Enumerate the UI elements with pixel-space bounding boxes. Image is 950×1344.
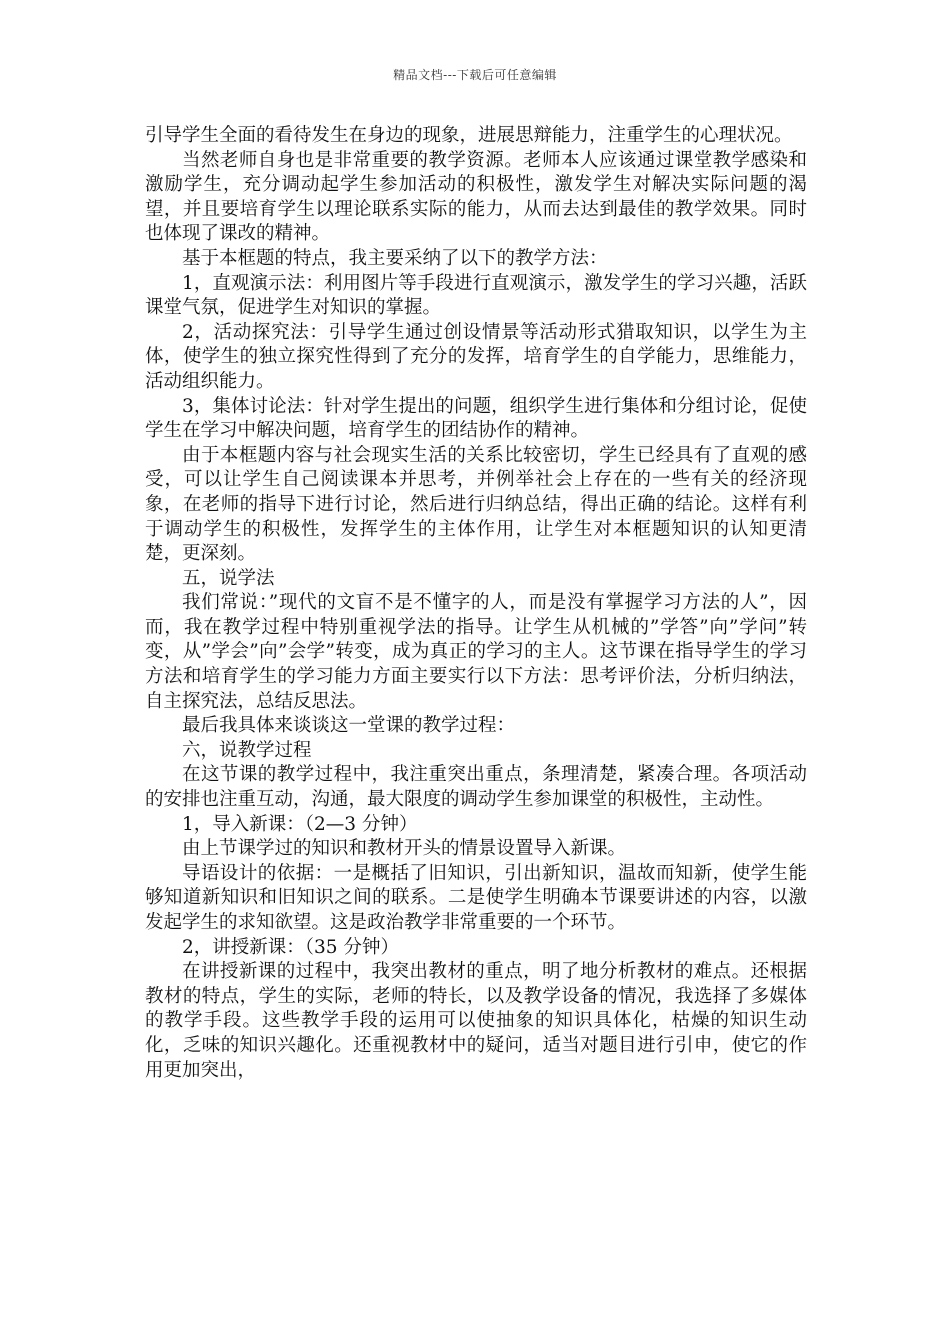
subheading-1: 1，导入新课：（2—3 分钟） [182, 813, 418, 835]
paragraph-14: 由上节课学过的知识和教材开头的情景设置导入新课。 [182, 838, 627, 860]
paragraph-15: 导语设计的依据：一是概括了旧知识，引出新知识，温故而知新，使学生能够知道新知识和旧知识之间的联系。二是使学生明确本节课要讲述的内容，以激发起学生的求知欲望。这是政治教学非常重要的一个环节。 [145, 862, 807, 933]
paragraph-3: 基于本框题的特点，我主要采纳了以下的教学方法： [182, 247, 608, 269]
section-heading-6: 六，说教学过程 [182, 739, 312, 761]
paragraph-6: 3，集体讨论法：针对学生提出的问题，组织学生进行集体和分组讨论，促使学生在学习中解决问题，培育学生的团结协作的精神。 [145, 395, 807, 442]
paragraph-9: 我们常说：”现代的文盲不是不懂字的人，而是没有掌握学习方法的人”，因而，我在教学过程中特别重视学法的指导。让学生从机械的”学答”向”学问”转变，从”学会”向”会学”转变，成为真正的学习的主人。这节课在指导学生的学习方法和培育学生的学习能力方面主要实行以下方法：思考评价法，分析归纳法，自主探究法，总结反思法。 [145, 592, 807, 712]
subheading-2: 2，讲授新课：（35 分钟） [182, 936, 399, 958]
section-heading-5: 五，说学法 [182, 567, 275, 589]
paragraph-5: 2，活动探究法：引导学生通过创设情景等活动形式猎取知识，以学生为主体，使学生的独立探究性得到了充分的发挥，培育学生的自学能力，思维能力，活动组织能力。 [145, 321, 807, 392]
document-body [145, 124, 807, 1083]
paragraph-10: 最后我具体来谈谈这一堂课的教学过程： [182, 715, 516, 737]
paragraph-4: 1，直观演示法：利用图片等手段进行直观演示，激发学生的学习兴趣，活跃课堂气氛，促进学生对知识的掌握。 [145, 272, 807, 319]
paragraph-2: 当然老师自身也是非常重要的教学资源。老师本人应该通过课堂教学感染和激励学生，充分调动起学生参加活动的积极性，激发学生对解决实际问题的渴望，并且要培育学生以理论联系实际的能力，从而去达到最佳的教学效果。同时也体现了课改的精神。 [145, 149, 807, 245]
paragraph-1: 引导学生全面的看待发生在身边的现象，进展思辩能力，注重学生的心理状况。 [145, 125, 793, 146]
paragraph-7: 由于本框题内容与社会现实生活的关系比较密切，学生已经具有了直观的感受，可以让学生自己阅读课本并思考，并例举社会上存在的一些有关的经济现象，在老师的指导下进行讨论，然后进行归纳总结，得出正确的结论。这样有利于调动学生的积极性，发挥学生的主体作用，让学生对本框题知识的认知更清楚，更深刻。 [145, 444, 807, 565]
paragraph-17: 在讲授新课的过程中，我突出教材的重点，明了地分析教材的难点。还根据教材的特点，学生的实际，老师的特长，以及教学设备的情况，我选择了多媒体的教学手段。这些教学手段的运用可以使抽象的知识具体化，枯燥的知识生动化，乏味的知识兴趣化。还重视教材中的疑问，适当对题目进行引申，使它的作用更加突出， [145, 961, 807, 1081]
page-header: 精品文档---下载后可任意编辑 [393, 68, 557, 82]
paragraph-12: 在这节课的教学过程中，我注重突出重点，条理清楚，紧凑合理。各项活动的安排也注重互动，沟通，最大限度的调动学生参加课堂的积极性，主动性。 [145, 764, 807, 811]
